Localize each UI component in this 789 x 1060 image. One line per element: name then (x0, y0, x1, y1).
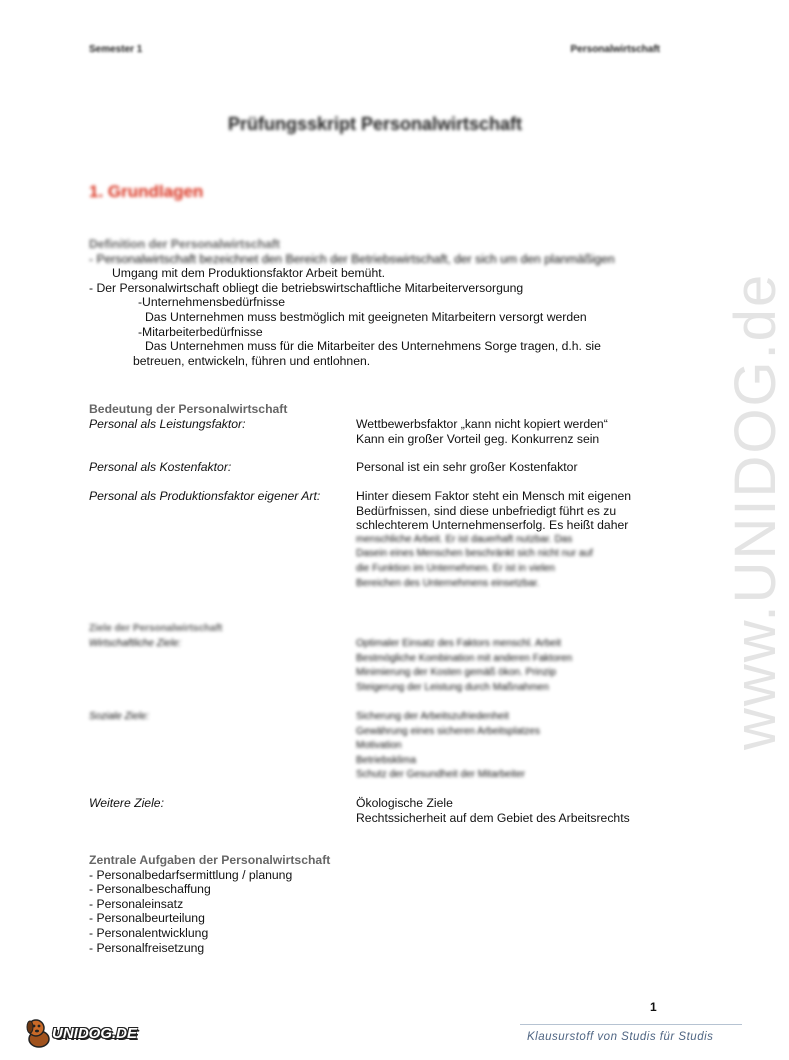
row-label: Personal als Produktionsfaktor eigener Art: (89, 489, 321, 503)
definition-block (89, 237, 664, 368)
ziele-heading: Ziele der Personalwirtschaft (89, 623, 223, 634)
value-line: Bedürfnissen, sind diese unbefriedigt führt es zu (356, 503, 617, 518)
value-line: Steigerung der Leistung durch Maßnahmen (356, 681, 549, 693)
list-item: - Personalfreisetzung (89, 940, 205, 955)
definition-heading: Definition der Personalwirtschaft (89, 237, 280, 251)
ziele-heading-wrap (89, 622, 664, 637)
definition-line: Umgang mit dem Produktionsfaktor Arbeit bemüht. (112, 266, 385, 281)
row-value (356, 710, 661, 783)
list-item: - Personaleinsatz (89, 896, 184, 911)
list-item: - Personalentwicklung (89, 925, 209, 940)
row-label: Wirtschaftliche Ziele: (89, 638, 182, 649)
value-line: Betriebsklima (356, 754, 417, 766)
header-right: Personalwirtschaft (570, 44, 660, 55)
value-line: Ökologische Ziele (356, 796, 453, 810)
value-line: Bereichen des Unternehmens einsetzbar. (356, 577, 540, 589)
row-label: Personal als Leistungsfaktor: (89, 417, 246, 431)
definition-line: - Personalwirtschaft bezeichnet den Bereich der Betriebswirtschaft, der sich um den planmäßigen (89, 251, 615, 266)
value-line: Kann ein großer Vorteil geg. Konkurrenz sein (356, 431, 600, 446)
section-heading-grundlagen: 1. Grundlagen (89, 182, 204, 201)
list-item: - Personalbeschaffung (89, 882, 211, 897)
row-value (356, 489, 661, 591)
definition-line: Das Unternehmen muss bestmöglich mit geeigneten Mitarbeitern versorgt werden (145, 309, 587, 324)
list-item: - Personalbeurteilung (89, 911, 205, 926)
watermark: www.UNIDOG.de (723, 272, 788, 750)
row-value (356, 796, 661, 825)
unidog-logo (22, 1017, 152, 1049)
value-line: die Funktion im Unternehmen. Er ist in vielen (356, 562, 555, 574)
value-line: Sicherung der Arbeitszufriedenheit (356, 711, 509, 722)
row-label: Soziale Ziele: (89, 711, 150, 722)
value-line: Schutz der Gesundheit der Mitarbeiter (356, 769, 525, 781)
value-line: schlechterem Unternehmenserfolg. Es heißt daher (356, 518, 629, 533)
aufgaben-heading: Zentrale Aufgaben der Personalwirtschaft (89, 853, 331, 867)
definition-line: -Unternehmensbedürfnisse (138, 295, 286, 310)
value-line: Minimierung der Kosten gemäß ökon. Prinzip (356, 667, 557, 679)
footer-tagline: Klausurstoff von Studis für Studis (527, 1031, 714, 1043)
value-line: Dasein eines Menschen beschränkt sich nicht nur auf (356, 548, 593, 560)
list-item: - Personalbedarfsermittlung / planung (89, 867, 293, 882)
value-line: Bestmögliche Kombination mit anderen Faktoren (356, 652, 573, 664)
row-value (356, 460, 661, 475)
row-value (356, 637, 661, 695)
definition-line: betreuen, entwickeln, führen und entlohnen. (133, 353, 371, 368)
footer-divider (520, 1024, 742, 1025)
dog-mascot-icon (22, 1017, 56, 1049)
definition-line: - Der Personalwirtschaft obliegt die betriebswirtschaftliche Mitarbeiterversorgung (89, 280, 524, 295)
value-line: Gewährung eines sicheren Arbeitsplatzes (356, 725, 540, 737)
bedeutung-heading: Bedeutung der Personalwirtschaft (89, 402, 288, 416)
value-line: Rechtssicherheit auf dem Gebiet des Arbeitsrechts (356, 810, 630, 825)
document-title: Prüfungsskript Personalwirtschaft (227, 114, 523, 134)
aufgaben-list (89, 868, 664, 956)
row-label: Weitere Ziele: (89, 796, 164, 810)
definition-line: -Mitarbeiterbedürfnisse (138, 324, 263, 339)
value-line: Motivation (356, 740, 402, 752)
logo-text: UNIDOG.DE (52, 1025, 138, 1042)
value-line: Optimaler Einsatz des Faktors menschl. Arbeit (356, 638, 562, 649)
aufgaben-block (89, 853, 664, 955)
row-label: Personal als Kostenfaktor: (89, 460, 232, 474)
value-line: Personal ist ein sehr großer Kostenfaktor (356, 460, 578, 474)
value-line: Hinter diesem Faktor steht ein Mensch mit eigenen (356, 489, 632, 503)
header-left: Semester 1 (89, 44, 143, 55)
row-value (356, 417, 661, 446)
page-number: 1 (650, 1000, 657, 1014)
value-line: Wettbewerbsfaktor „kann nicht kopiert werden“ (356, 417, 608, 431)
value-line: menschliche Arbeit. Er ist dauerhaft nutzbar. Das (356, 533, 573, 545)
bedeutung-heading-wrap (89, 402, 664, 417)
definition-line: Das Unternehmen muss für die Mitarbeiter des Unternehmens Sorge tragen, d.h. sie (145, 339, 601, 354)
